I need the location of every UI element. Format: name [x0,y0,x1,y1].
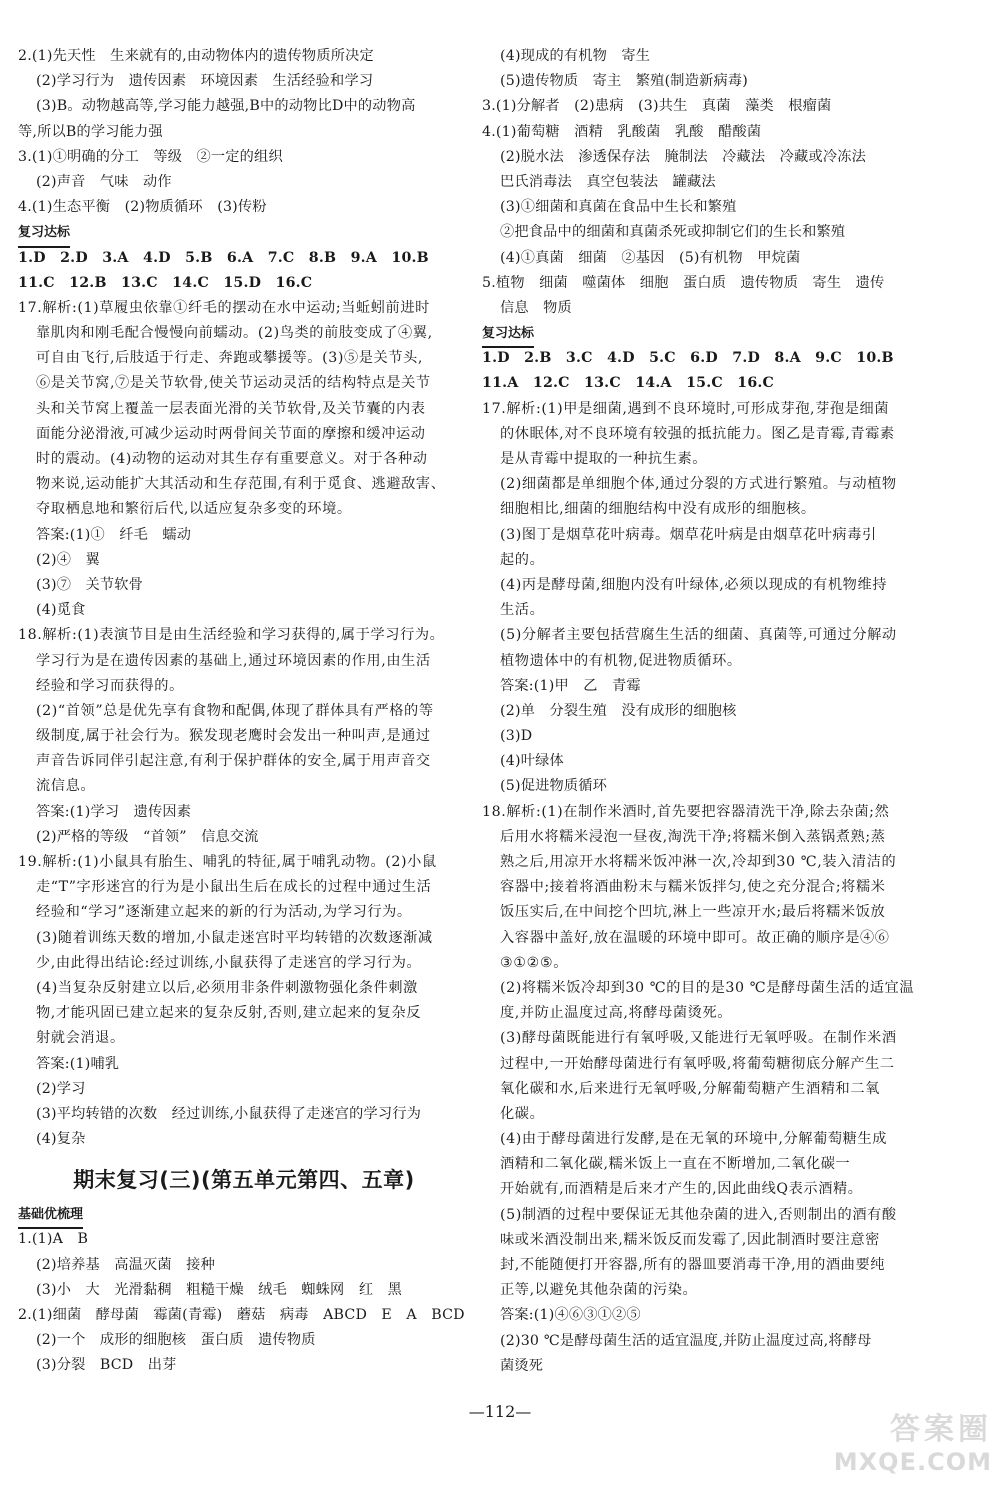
text-line: 入容器中盖好,放在温暖的环境中即可。故正确的顺序是④⑥ [500,929,890,946]
text-line: 1.D 2.D 3.A 4.D 5.B 6.A 7.C 8.B 9.A 10.B [18,249,429,266]
text-line: 氧化碳和水,后来进行无氧呼吸,分解葡萄糖产生酒精和二氧 [500,1080,880,1097]
watermark-text-top: 答案圈 [890,1412,992,1447]
text-line: (2)学习 [36,1080,86,1097]
page-number: —112— [468,1402,532,1421]
text-line: (2)脱水法 渗透保存法 腌制法 冷藏法 冷藏或冷冻法 [500,148,866,165]
text-line: ③①②⑤。 [500,954,569,971]
text-line: 起的。 [500,551,545,568]
text-line: (3)D [500,728,533,745]
text-line: 饭压实后,在中间挖个凹坑,淋上一些凉开水;最后将糯米饭放 [500,904,886,921]
text-line: (3)B。动物越高等,学习能力越强,B中的动物比D中的动物高 [36,98,416,115]
text-line: 生活。 [500,602,545,619]
text-line: 头和关节窝上覆盖一层表面光滑的关节软骨,及关节囊的内表 [36,400,426,417]
text-line: (4)丙是酵母菌,细胞内没有叶绿体,必须以现成的有机物维持 [500,576,888,593]
text-line: 走“T”字形迷宫的行为是小鼠出生后在成长的过程中通过生活 [36,879,432,896]
review-heading-left: 复习达标 [18,220,70,247]
text-line: (3)平均转错的次数 经过训练,小鼠获得了走迷宫的学习行为 [36,1105,422,1122]
left-answers-top [18,44,470,220]
text-line: (5)促进物质循环 [500,778,608,795]
text-line: 少,由此得出结论:经过训练,小鼠获得了走迷宫的学习行为。 [36,954,422,971]
text-line: (2)一个 成形的细胞核 蛋白质 遗传物质 [36,1332,316,1349]
left-answers-review [18,246,470,1153]
text-line: (3)酵母菌既能进行有氧呼吸,又能进行无氧呼吸。在制作米酒 [500,1030,897,1047]
text-line: 的休眠体,对不良环境有较强的抵抗能力。图乙是青霉,青霉素 [500,425,895,442]
text-line: 答案:(1)学习 遗传因素 [36,803,192,820]
text-line: 2.(1)先天性 生来就有的,由动物体内的遗传物质所决定 [18,48,374,64]
text-line: 信息 物质 [500,299,572,316]
text-line: 容器中;接着将酒曲粉末与糯米饭拌匀,使之充分混合;将糯米 [500,879,886,896]
text-line: 菌烫死 [500,1357,544,1374]
text-line: (2)④ 翼 [36,551,100,568]
text-line: 度,并防止温度过高,将酵母菌烫死。 [500,1005,733,1022]
text-line: 级制度,属于社会行为。猴发现老鹰时会发出一种叫声,是通过 [36,728,431,745]
watermark-logo [802,1404,992,1484]
text-line: 物,才能巩固已建立起来的复杂反射,否则,建立起来的复杂反 [36,1005,422,1022]
text-line: (5)分解者主要包括营腐生生活的细菌、真菌等,可通过分解动 [500,627,897,644]
text-line: (2)严格的等级 “首领” 信息交流 [36,828,259,845]
text-line: 后用水将糯米浸泡一昼夜,淘洗干净;将糯米倒入蒸锅煮熟;蒸 [500,828,886,845]
review-heading-right: 复习达标 [482,321,534,348]
text-line: 1.(1)A B [18,1231,89,1248]
text-line: (5)制酒的过程中要保证无其他杂菌的进入,否则制出的酒有酸 [500,1206,897,1223]
text-line: 声音告诉同伴引起注意,有利于保护群体的安全,属于用声音交 [36,753,431,770]
text-line: 学习行为是在遗传因素的基础上,通过环境因素的作用,由生活 [36,652,431,669]
text-line: 物来说,运动能扩大其活动和生存范围,有利于觅食、逃避敌害、 [36,476,446,493]
text-line: (4)觅食 [36,602,86,619]
text-line: (3)⑦ 关节软骨 [36,576,144,593]
right-answers-top [482,44,982,321]
text-line: (2)细菌都是单细胞个体,通过分裂的方式进行繁殖。与动植物 [500,476,897,493]
text-line: 植物遗体中的有机物,促进物质循环。 [500,652,742,669]
text-line: (5)遗传物质 寄主 繁殖(制造新病毒) [500,73,748,90]
text-line: (3)小 大 光滑黏稠 粗糙干燥 绒毛 蜘蛛网 红 黑 [36,1281,402,1298]
text-line: 答案:(1)甲 乙 青霉 [500,677,641,694]
section-title: 期末复习(三)(第五单元第四、五章) [73,1168,415,1193]
text-line: 11.C 12.B 13.C 14.C 15.D 16.C [18,274,313,291]
text-line: (4)当复杂反射建立以后,必须用非条件刺激物强化条件刺激 [36,979,418,996]
text-line: 4.(1)生态平衡 (2)物质循环 (3)传粉 [18,199,267,216]
text-line: 17.解析:(1)甲是细菌,遇到不良环境时,可形成芽孢,芽孢是细菌 [482,400,890,417]
text-line: 夺取栖息地和繁衍后代,以适应复杂多变的环境。 [36,501,352,518]
text-line: (2)单 分裂生殖 没有成形的细胞核 [500,702,737,719]
text-line: 味或米酒没制出来,糯米饭反而发霉了,因此制酒时要注意密 [500,1231,880,1248]
text-line: (2)培养基 高温灭菌 接种 [36,1256,215,1273]
text-line: 流信息。 [36,778,96,795]
text-line: 酒精和二氧化碳,糯米饭上一直在不断增加,二氧化碳一 [500,1156,851,1173]
text-line: 4.(1)葡萄糖 酒精 乳酸菌 乳酸 醋酸菌 [482,123,762,140]
text-line: 19.解析:(1)小鼠具有胎生、哺乳的特征,属于哺乳动物。(2)小鼠 [18,854,437,870]
text-line: 巴氏消毒法 真空包装法 罐藏法 [500,173,716,190]
text-line: (4)由于酵母菌进行发酵,是在无氧的环境中,分解葡萄糖生成 [500,1131,888,1148]
text-line: 封,不能随便打开容器,所有的器皿要消毒干净,用的酒曲要纯 [500,1257,886,1273]
text-line: (2)“首领”总是优先享有食物和配偶,体现了群体具有严格的等 [36,702,434,719]
text-line: ②把食品中的细菌和真菌杀死或抑制它们的生长和繁殖 [500,224,846,241]
text-line: 3.(1)①明确的分工 等级 ②一定的组织 [18,148,283,165]
text-line: 面能分泌滑液,可减少运动时两骨间关节面的摩擦和缓冲运动 [36,425,426,442]
text-line: ⑥是关节窝,⑦是关节软骨,使关节运动灵活的结构特点是关节 [36,375,431,392]
text-line: 18.解析:(1)表演节目是由生活经验和学习获得的,属于学习行为。 [18,627,445,644]
text-line: 过程中,一开始酵母菌进行有氧呼吸,将葡萄糖彻底分解产生二 [500,1055,895,1072]
text-line: (2)将糯米饭冷却到30 ℃的目的是30 ℃是酵母菌生活的适宜温 [500,979,915,996]
text-line: 18.解析:(1)在制作米酒时,首先要把容器清洗干净,除去杂菌;然 [482,803,890,820]
watermark-text-bottom: MXQE.COM [833,1448,992,1476]
text-line: 1.D 2.B 3.C 4.D 5.C 6.D 7.D 8.A 9.C 10.B [482,350,894,367]
text-line: 2.(1)细菌 酵母菌 霉菌(青霉) 蘑菇 病毒 ABCD E A BCD [18,1307,465,1323]
text-line: 经验和“学习”逐渐建立起来的新的行为活动,为学习行为。 [36,904,412,921]
right-column [482,44,982,1379]
text-line: (3)图丁是烟草花叶病毒。烟草花叶病是由烟草花叶病毒引 [500,526,877,543]
text-line: 11.A 12.C 13.C 14.A 15.C 16.C [482,375,775,392]
text-line: (4)现成的有机物 寄生 [500,48,651,64]
text-line: (3)分裂 BCD 出芽 [36,1357,177,1374]
text-line: 时的震动。(4)动物的运动对其生存有重要意义。对于各种动 [36,451,428,467]
text-line: (2)声音 气味 动作 [36,173,172,190]
text-line: 17.解析:(1)草履虫依靠①纤毛的摆动在水中运动;当蚯蚓前进时 [18,299,430,316]
text-line: 答案:(1)④⑥③①②⑤ [500,1307,641,1324]
text-line: (2)30 ℃是酵母菌生活的适宜温度,并防止温度过高,将酵母 [500,1332,872,1349]
text-line: 化碳。 [500,1105,545,1122]
text-line: 熟之后,用凉开水将糯米饭冲淋一次,冷却到30 ℃,装入清洁的 [500,854,897,870]
text-line: (3)随着训练天数的增加,小鼠走迷宫时平均转错的次数逐渐减 [36,929,433,946]
text-line: (2)学习行为 遗传因素 环境因素 生活经验和学习 [36,73,374,90]
basics-heading: 基础优梳理 [18,1202,83,1229]
text-line: (4)①真菌 细菌 ②基因 (5)有机物 甲烷菌 [500,249,801,266]
text-line: 开始就有,而酒精是后来才产生的,因此曲线Q表示酒精。 [500,1181,863,1198]
text-line: 可自由飞行,后肢适于行走、奔跑或攀援等。(3)⑤是关节头, [36,350,424,367]
text-line: 正等,以避免其他杂菌的污染。 [500,1282,698,1299]
left-answers-basics [18,1227,470,1378]
left-column [18,44,470,1379]
text-line: (3)①细菌和真菌在食品中生长和繁殖 [500,199,737,216]
text-line: 答案:(1)哺乳 [36,1055,120,1072]
text-line: 是从青霉中提取的一种抗生素。 [500,451,708,467]
text-line: 射就会消退。 [36,1030,125,1047]
text-line: (4)叶绿体 [500,753,564,770]
text-line: 3.(1)分解者 (2)患病 (3)共生 真菌 藻类 根瘤菌 [482,98,832,115]
text-line: 靠肌肉和刚毛配合慢慢向前蠕动。(2)鸟类的前肢变成了④翼, [36,325,433,342]
text-line: 5.植物 细菌 噬菌体 细胞 蛋白质 遗传物质 寄生 遗传 [482,274,885,291]
text-line: 答案:(1)① 纤毛 蠕动 [36,526,192,543]
right-answers-review [482,346,982,1379]
text-line: 等,所以B的学习能力强 [18,123,163,140]
text-line: (4)复杂 [36,1131,86,1148]
text-line: 细胞相比,细菌的细胞结构中没有成形的细胞核。 [500,501,816,518]
text-line: 经验和学习而获得的。 [36,677,184,694]
